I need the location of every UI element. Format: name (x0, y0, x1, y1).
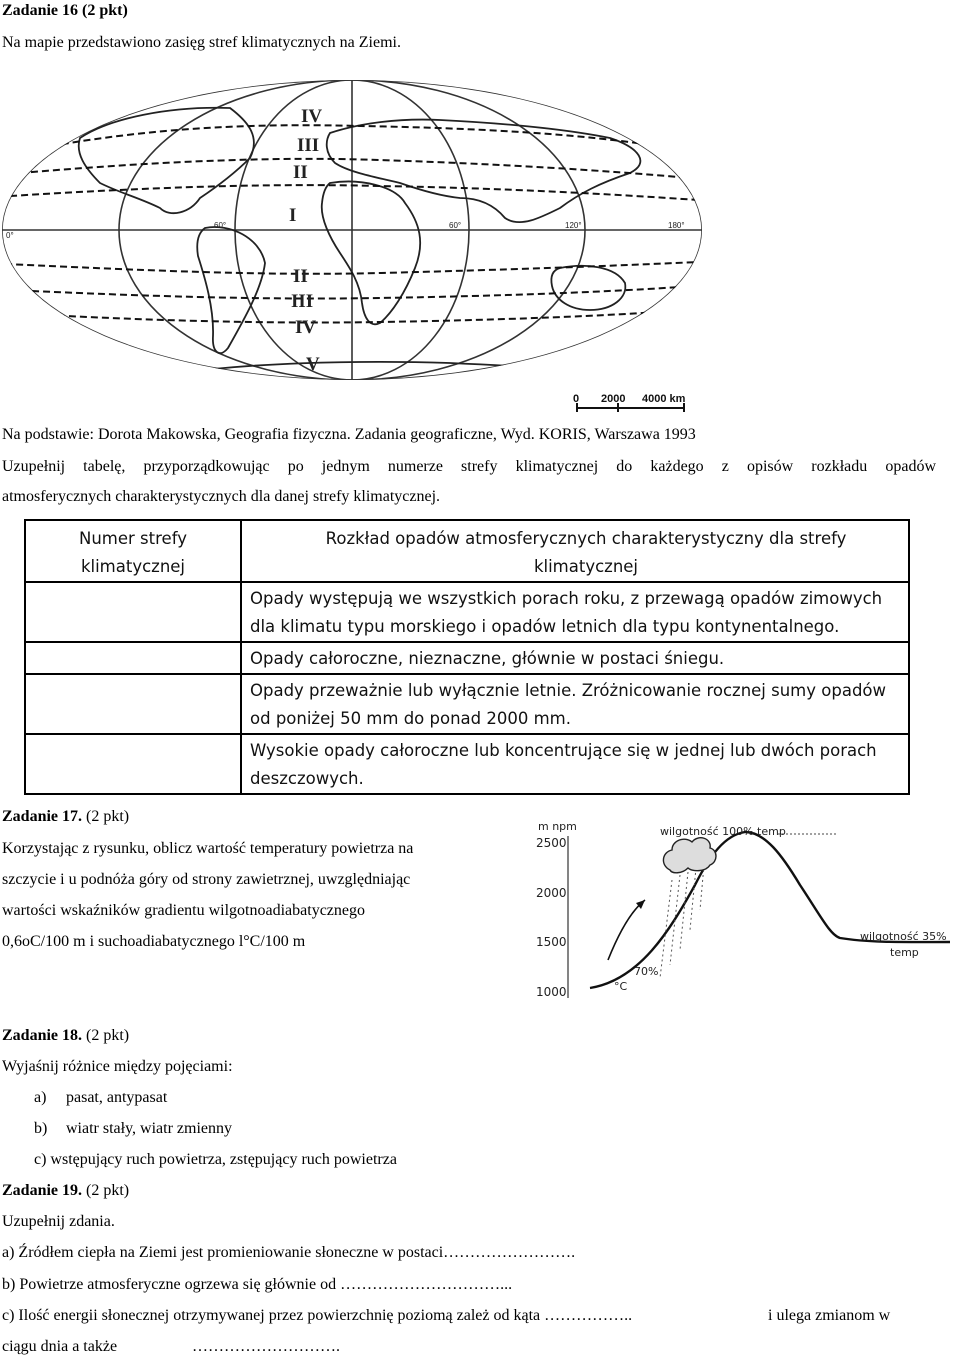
task18-item-text: wiatr stały, wiatr zmienny (66, 1120, 233, 1137)
zone-number-input-cell[interactable] (25, 734, 241, 794)
map-zone-label-south-iii: III (291, 291, 314, 312)
task17-text-line: 0,6oC/100 m i suchoadiabatycznego l°C/100 m (2, 933, 306, 950)
task18-item-text: pasat, antypasat (66, 1089, 168, 1106)
task16-instruction-line1: Uzupełnij tabelę, przyporządkowując po jednym numerze strefy klimatycznej do każdego z opisów rozkładu opadów (2, 458, 936, 475)
header-zone-number-text: Numer strefy klimatycznej (79, 529, 187, 576)
task17-title-bold: Zadanie 17. (2, 808, 83, 825)
precipitation-description-cell (241, 734, 909, 794)
task18-item-text: c) wstępujący ruch powietrza, zstępujący ruch powietrza (34, 1151, 397, 1168)
task17-text-line: szczycie i u podnóża góry od strony zawietrznej, uwzględniając (2, 871, 411, 888)
axis-tick-2000: 2000 (536, 886, 567, 900)
precipitation-description: Opady całoroczne, nieznaczne, głównie w postaci śniegu. (250, 649, 725, 668)
zone-number-input-cell[interactable] (25, 582, 241, 642)
map-zone-label-north-ii: II (293, 162, 308, 183)
task16-intro: Na mapie przedstawiono zasięg stref klimatycznych na Ziemi. (2, 34, 401, 51)
table-header-zone-number (25, 520, 241, 582)
climate-zone-table (24, 519, 910, 795)
table-row (25, 642, 909, 674)
task18-title-bold: Zadanie 18. (2, 1027, 83, 1044)
scale-label-4000: 4000 km (642, 393, 686, 405)
task19-title-bold: Zadanie 19. (2, 1182, 83, 1199)
map-degree-label: 0° (6, 231, 14, 240)
zone-number-value[interactable] (26, 735, 240, 737)
map-degree-label: 60° (449, 221, 462, 230)
task17-text-line: wartości wskaźników gradientu wilgotnoadiabatycznego (2, 902, 365, 919)
map-zone-label-north-iii: III (297, 135, 320, 156)
zone-number-input-cell[interactable] (25, 674, 241, 734)
task19-sentence-c-tail: i ulega zmianom w (768, 1307, 891, 1324)
table-row (25, 582, 909, 642)
scale-label-0: 0 (573, 393, 580, 405)
task16-source: Na podstawie: Dorota Makowska, Geografia fizyczna. Zadania geograficzne, Wyd. KORIS, Warszawa 1993 (2, 426, 696, 443)
zone-number-value[interactable] (26, 643, 240, 645)
task17-title (2, 808, 129, 826)
map-zone-label-south-v: V (306, 354, 320, 375)
map-zone-label-south-ii: II (293, 266, 308, 287)
precipitation-description: Opady przeważnie lub wyłącznie letnie. Zróżnicowanie rocznej sumy opadów od poniżej 50 mm do ponad 2000 mm. (250, 681, 887, 728)
zone-number-input-cell[interactable] (25, 642, 241, 674)
task18-title (2, 1027, 129, 1045)
table-header-row (25, 520, 909, 582)
task19-title-points: (2 pkt) (82, 1182, 130, 1199)
map-zone-label-north-i: I (289, 205, 297, 226)
task17-title-points: (2 pkt) (82, 808, 130, 825)
top-humidity-label: wilgotność 100% temp (660, 825, 786, 838)
table-row (25, 734, 909, 794)
celsius-label: °C (614, 980, 628, 993)
precipitation-description-cell (241, 674, 909, 734)
leeward-temp-label: temp (890, 946, 919, 959)
map-zone-label-north-iv: IV (301, 106, 323, 127)
map-scale-bar (573, 393, 686, 412)
precipitation-description: Wysokie opady całoroczne lub koncentrujące się w jednej lub dwóch porach deszczowych. (250, 741, 877, 788)
task19-title (2, 1182, 129, 1200)
axis-tick-1000: 1000 (536, 985, 567, 999)
header-precipitation-text: Rozkład opadów atmosferycznych charakterystyczny dla strefy klimatycznej (325, 529, 847, 576)
task18-item-marker: a) (34, 1089, 47, 1106)
humidity-70-label: 70% (634, 965, 659, 978)
cloud-icon (663, 838, 716, 873)
task18-title-points: (2 pkt) (82, 1027, 130, 1044)
zone-number-value[interactable] (26, 583, 240, 585)
axis-tick-1500: 1500 (536, 935, 567, 949)
table-row (25, 674, 909, 734)
task17-text-line: Korzystając z rysunku, oblicz wartość temperatury powietrza na (2, 840, 414, 857)
upslope-arrow (608, 900, 645, 960)
foehn-mountain-diagram (520, 810, 960, 1006)
map-zone-label-south-iv: IV (295, 317, 317, 338)
precipitation-description-cell (241, 582, 909, 642)
zone-number-value[interactable] (26, 675, 240, 677)
climate-zones-world-map (0, 78, 722, 418)
leeward-humidity-label: wilgotność 35% (860, 930, 947, 943)
task19-sentence-c[interactable]: c) Ilość energii słonecznej otrzymywanej przez powierzchnię poziomą zależ od kąta …………….. (2, 1307, 633, 1324)
task19-sentence-c-cont: ciągu dnia a także (2, 1338, 118, 1355)
map-degree-label: 120° (565, 221, 582, 230)
map-degree-label: 60° (214, 221, 227, 230)
task18-prompt: Wyjaśnij różnice między pojęciami: (2, 1058, 233, 1075)
task18-item-marker: b) (34, 1120, 48, 1137)
axis-tick-2500: 2500 (536, 836, 567, 850)
task16-instruction-line2: atmosferycznych charakterystycznych dla danej strefy klimatycznej. (2, 488, 441, 505)
table-header-precipitation (241, 520, 909, 582)
scale-label-2000: 2000 (601, 393, 626, 405)
task19-sentence-b[interactable]: b) Powietrze atmosferyczne ogrzewa się głównie od …………………………... (2, 1276, 513, 1293)
task16-title: Zadanie 16 (2 pkt) (2, 2, 128, 19)
task19-prompt: Uzupełnij zdania. (2, 1213, 115, 1230)
precipitation-description: Opady występują we wszystkich porach roku, z przewagą opadów zimowych dla klimatu typu morskiego i opadów letnich dla typu kontynentalnego. (250, 589, 883, 636)
task19-sentence-a[interactable]: a) Źródłem ciepła na Ziemi jest promieniowanie słoneczne w postaci……………………. (2, 1244, 576, 1261)
task19-sentence-c-blank[interactable]: ………………………. (192, 1338, 340, 1355)
axis-unit-label: m npm (538, 820, 577, 833)
map-degree-label: 180° (668, 221, 685, 230)
precipitation-description-cell (241, 642, 909, 674)
